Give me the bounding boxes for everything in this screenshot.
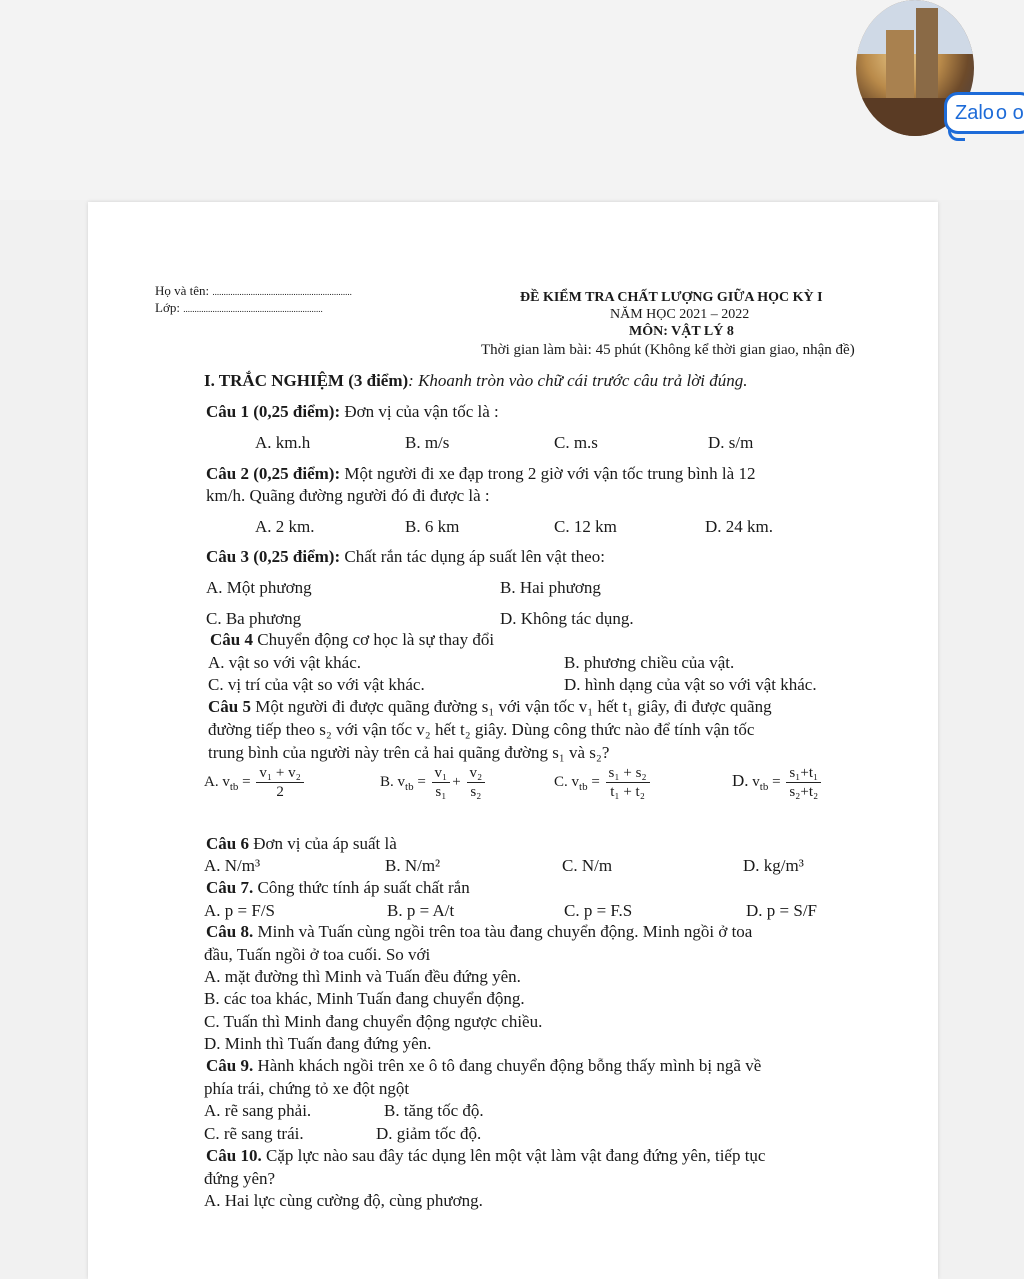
question-5 bbox=[208, 697, 772, 717]
exam-page bbox=[88, 202, 938, 1279]
q4-label: Câu 4 bbox=[210, 630, 253, 649]
q5-c-numerator: s₁ + s₂ bbox=[606, 764, 650, 783]
q2-option-a[interactable]: A. 2 km. bbox=[255, 517, 315, 536]
q7-option-a[interactable]: A. p = F/S bbox=[204, 901, 275, 920]
q6-label: Câu 6 bbox=[206, 834, 249, 853]
q6-option-c[interactable]: C. N/m bbox=[562, 856, 613, 875]
question-2 bbox=[206, 464, 755, 484]
q5-b-label: B. bbox=[380, 773, 394, 790]
q5-line3: trung bình của người này trên cả hai quãng đường s₁ và s₂? bbox=[208, 743, 610, 762]
q3-option-a[interactable]: A. Một phương bbox=[206, 578, 312, 597]
q8-option-d[interactable]: D. Minh thì Tuấn đang đứng yên. bbox=[204, 1034, 432, 1053]
name-label: Họ và tên: bbox=[155, 283, 210, 298]
q9-option-c[interactable]: C. rẽ sang trái. bbox=[204, 1124, 304, 1143]
q3-option-c[interactable]: C. Ba phương bbox=[206, 609, 302, 628]
q9-option-d[interactable]: D. giảm tốc độ. bbox=[376, 1124, 482, 1143]
section-title: I. TRẮC NGHIỆM (3 điểm) bbox=[204, 371, 409, 390]
q5-b-numerator-2: v₂ bbox=[467, 764, 486, 783]
q9-line2: phía trái, chứng tỏ xe đột ngột bbox=[204, 1079, 410, 1098]
q2-option-d[interactable]: D. 24 km. bbox=[705, 517, 773, 536]
q8-line1: Minh và Tuấn cùng ngồi trên toa tàu đang chuyển động. Minh ngồi ở toa bbox=[257, 922, 753, 941]
q5-a-denominator: 2 bbox=[276, 784, 284, 800]
q4-option-d[interactable]: D. hình dạng của vật so với vật khác. bbox=[564, 675, 817, 694]
q3-option-b[interactable]: B. Hai phương bbox=[500, 578, 601, 597]
photo-building bbox=[886, 30, 914, 100]
q5-option-b[interactable]: B. $v_{tb}$ = $\frac{\text{v₁}}{\text{s₁}}$ + $\frac{\text{v₂}}{\text{s₂}}$ bbox=[380, 764, 487, 801]
q5-option-c[interactable]: C. $v_{tb}$ = $\frac{\text{s₁ + s₂}}{\text{t₁ + t₂}}$ bbox=[554, 764, 652, 801]
photo-tower bbox=[916, 8, 938, 98]
q5-d-denominator: s₂+t₂ bbox=[789, 784, 819, 800]
q5-b-sub: tb bbox=[405, 780, 414, 793]
name-field bbox=[155, 283, 352, 299]
q5-b-numerator-1: v₁ bbox=[432, 764, 451, 783]
question-6 bbox=[206, 834, 397, 854]
q5-a-numerator: v₁ + v₂ bbox=[256, 764, 303, 783]
q5-line2: đường tiếp theo s₂ với vận tốc v₂ hết t₂ giây. Dùng công thức nào để tính vận tốc bbox=[208, 720, 755, 739]
q8-option-c[interactable]: C. Tuấn thì Minh đang chuyển động ngược chiều. bbox=[204, 1012, 543, 1031]
class-field bbox=[155, 300, 323, 316]
q4-option-a[interactable]: A. vật so với vật khác. bbox=[208, 653, 361, 672]
q10-line2: đứng yên? bbox=[204, 1169, 276, 1188]
q8-label: Câu 8. bbox=[206, 922, 254, 941]
q1-text: Đơn vị của vận tốc là : bbox=[344, 402, 499, 421]
q9-label: Câu 9. bbox=[206, 1056, 254, 1075]
zalo-badge-dots: o o bbox=[995, 101, 1024, 124]
q5-a-fraction bbox=[256, 764, 303, 801]
q1-option-c[interactable]: C. m.s bbox=[554, 433, 598, 452]
section-instruction: : Khoanh tròn vào chữ cái trước câu trả lời đúng. bbox=[408, 371, 748, 390]
q5-label: Câu 5 bbox=[208, 697, 251, 716]
q9-option-a[interactable]: A. rẽ sang phải. bbox=[204, 1101, 312, 1120]
q2-option-b[interactable]: B. 6 km bbox=[405, 517, 460, 536]
question-8 bbox=[206, 922, 752, 942]
q5-d-numerator: s₁+t₁ bbox=[786, 764, 821, 783]
q5-c-fraction bbox=[606, 764, 650, 801]
question-1 bbox=[206, 402, 499, 422]
q5-b-fraction-1 bbox=[432, 764, 451, 801]
q5-a-lhs: v bbox=[222, 773, 230, 790]
q1-option-a[interactable]: A. km.h bbox=[255, 433, 311, 452]
q5-b-denominator-1: s₁ bbox=[435, 784, 447, 800]
q5-d-sub: tb bbox=[759, 780, 769, 793]
q4-option-b[interactable]: B. phương chiều của vật. bbox=[564, 653, 735, 672]
q10-label: Câu 10. bbox=[206, 1146, 262, 1165]
q6-text: Đơn vị của áp suất là bbox=[253, 834, 397, 853]
q2-label: Câu 2 (0,25 điểm): bbox=[206, 464, 341, 483]
q5-b-denominator-2: s₂ bbox=[470, 784, 482, 800]
q4-text: Chuyển động cơ học là sự thay đổi bbox=[257, 630, 495, 649]
q3-label: Câu 3 (0,25 điểm): bbox=[206, 547, 341, 566]
q6-option-a[interactable]: A. N/m³ bbox=[204, 856, 261, 875]
q5-option-a[interactable]: A. $v_{tb}$ = $\frac{\text{v₁ + v₂}}{2}$ bbox=[204, 764, 306, 801]
q5-a-label: A. bbox=[204, 773, 219, 790]
q5-c-lhs: v bbox=[571, 773, 580, 790]
zalo-badge-label: Zalo bbox=[955, 101, 994, 124]
q5-d-label: D. bbox=[732, 770, 749, 790]
q4-option-c[interactable]: C. vị trí của vật so với vật khác. bbox=[208, 675, 425, 694]
question-9 bbox=[206, 1056, 761, 1076]
school-year: NĂM HỌC 2021 – 2022 bbox=[610, 307, 750, 322]
q2-text-cont: km/h. Quãng đường người đó đi được là : bbox=[206, 486, 490, 505]
q5-c-sub: tb bbox=[579, 780, 588, 793]
q2-text: Một người đi xe đạp trong 2 giờ với vận tốc trung bình là 12 bbox=[344, 464, 756, 483]
q9-line1: Hành khách ngồi trên xe ô tô đang chuyển động bỗng thấy mình bị ngã về bbox=[257, 1056, 762, 1075]
subject: MÔN: VẬT LÝ 8 bbox=[629, 324, 734, 339]
q8-line2: đầu, Tuấn ngồi ở toa cuối. So với bbox=[204, 945, 431, 964]
class-dots: .............................................................. bbox=[183, 304, 323, 314]
q5-option-d[interactable]: D. $v_{tb}$ = $\frac{\text{s₁+t₁}}{\text{s₂+t₂}}$ bbox=[732, 764, 823, 801]
q5-a-sub: tb bbox=[229, 780, 239, 793]
q2-option-c[interactable]: C. 12 km bbox=[554, 517, 617, 536]
name-dots: .............................................................. bbox=[212, 287, 352, 297]
q5-d-fraction bbox=[786, 764, 821, 801]
q7-option-d[interactable]: D. p = S/F bbox=[746, 901, 817, 920]
question-4 bbox=[210, 630, 494, 650]
q6-option-d[interactable]: D. kg/m³ bbox=[743, 856, 804, 875]
q5-b-lhs: v bbox=[397, 773, 406, 790]
q7-label: Câu 7. bbox=[206, 878, 254, 897]
q5-line1: Một người đi được quãng đường s₁ với vận tốc v₁ hết t₁ giây, đi được quãng bbox=[255, 697, 772, 716]
exam-title: ĐỀ KIỂM TRA CHẤT LƯỢNG GIỮA HỌC KỲ I bbox=[520, 290, 823, 305]
q9-option-b[interactable]: B. tăng tốc độ. bbox=[384, 1101, 484, 1120]
q7-option-c[interactable]: C. p = F.S bbox=[564, 901, 633, 920]
q5-c-label: C. bbox=[554, 773, 568, 790]
q6-option-b[interactable]: B. N/m² bbox=[385, 856, 441, 875]
question-10 bbox=[206, 1146, 765, 1166]
q5-d-lhs: v bbox=[752, 773, 760, 790]
q10-option-a[interactable]: A. Hai lực cùng cường độ, cùng phương. bbox=[204, 1191, 483, 1210]
q7-text: Công thức tính áp suất chất rắn bbox=[257, 878, 470, 897]
class-label: Lớp: bbox=[155, 300, 180, 315]
q8-option-b[interactable]: B. các toa khác, Minh Tuấn đang chuyển động. bbox=[204, 989, 525, 1008]
question-7 bbox=[206, 878, 470, 898]
q7-option-b[interactable]: B. p = A/t bbox=[387, 901, 455, 920]
q8-option-a[interactable]: A. mặt đường thì Minh và Tuấn đều đứng yên. bbox=[204, 967, 521, 986]
time-limit: Thời gian làm bài: 45 phút (Không kể thời gian giao, nhận đề) bbox=[481, 342, 855, 358]
q3-text: Chất rắn tác dụng áp suất lên vật theo: bbox=[344, 547, 605, 566]
photo-sky bbox=[856, 0, 974, 54]
question-3 bbox=[206, 547, 605, 567]
q1-label: Câu 1 (0,25 điểm): bbox=[206, 402, 341, 421]
q3-option-d[interactable]: D. Không tác dụng. bbox=[500, 609, 634, 628]
q1-option-d[interactable]: D. s/m bbox=[708, 433, 754, 452]
q5-b-fraction-2 bbox=[467, 764, 486, 801]
q1-option-b[interactable]: B. m/s bbox=[405, 433, 450, 452]
section-heading bbox=[204, 371, 748, 391]
q5-c-denominator: t₁ + t₂ bbox=[610, 784, 645, 800]
q10-line1: Cặp lực nào sau đây tác dụng lên một vật làm vật đang đứng yên, tiếp tục bbox=[265, 1146, 766, 1165]
